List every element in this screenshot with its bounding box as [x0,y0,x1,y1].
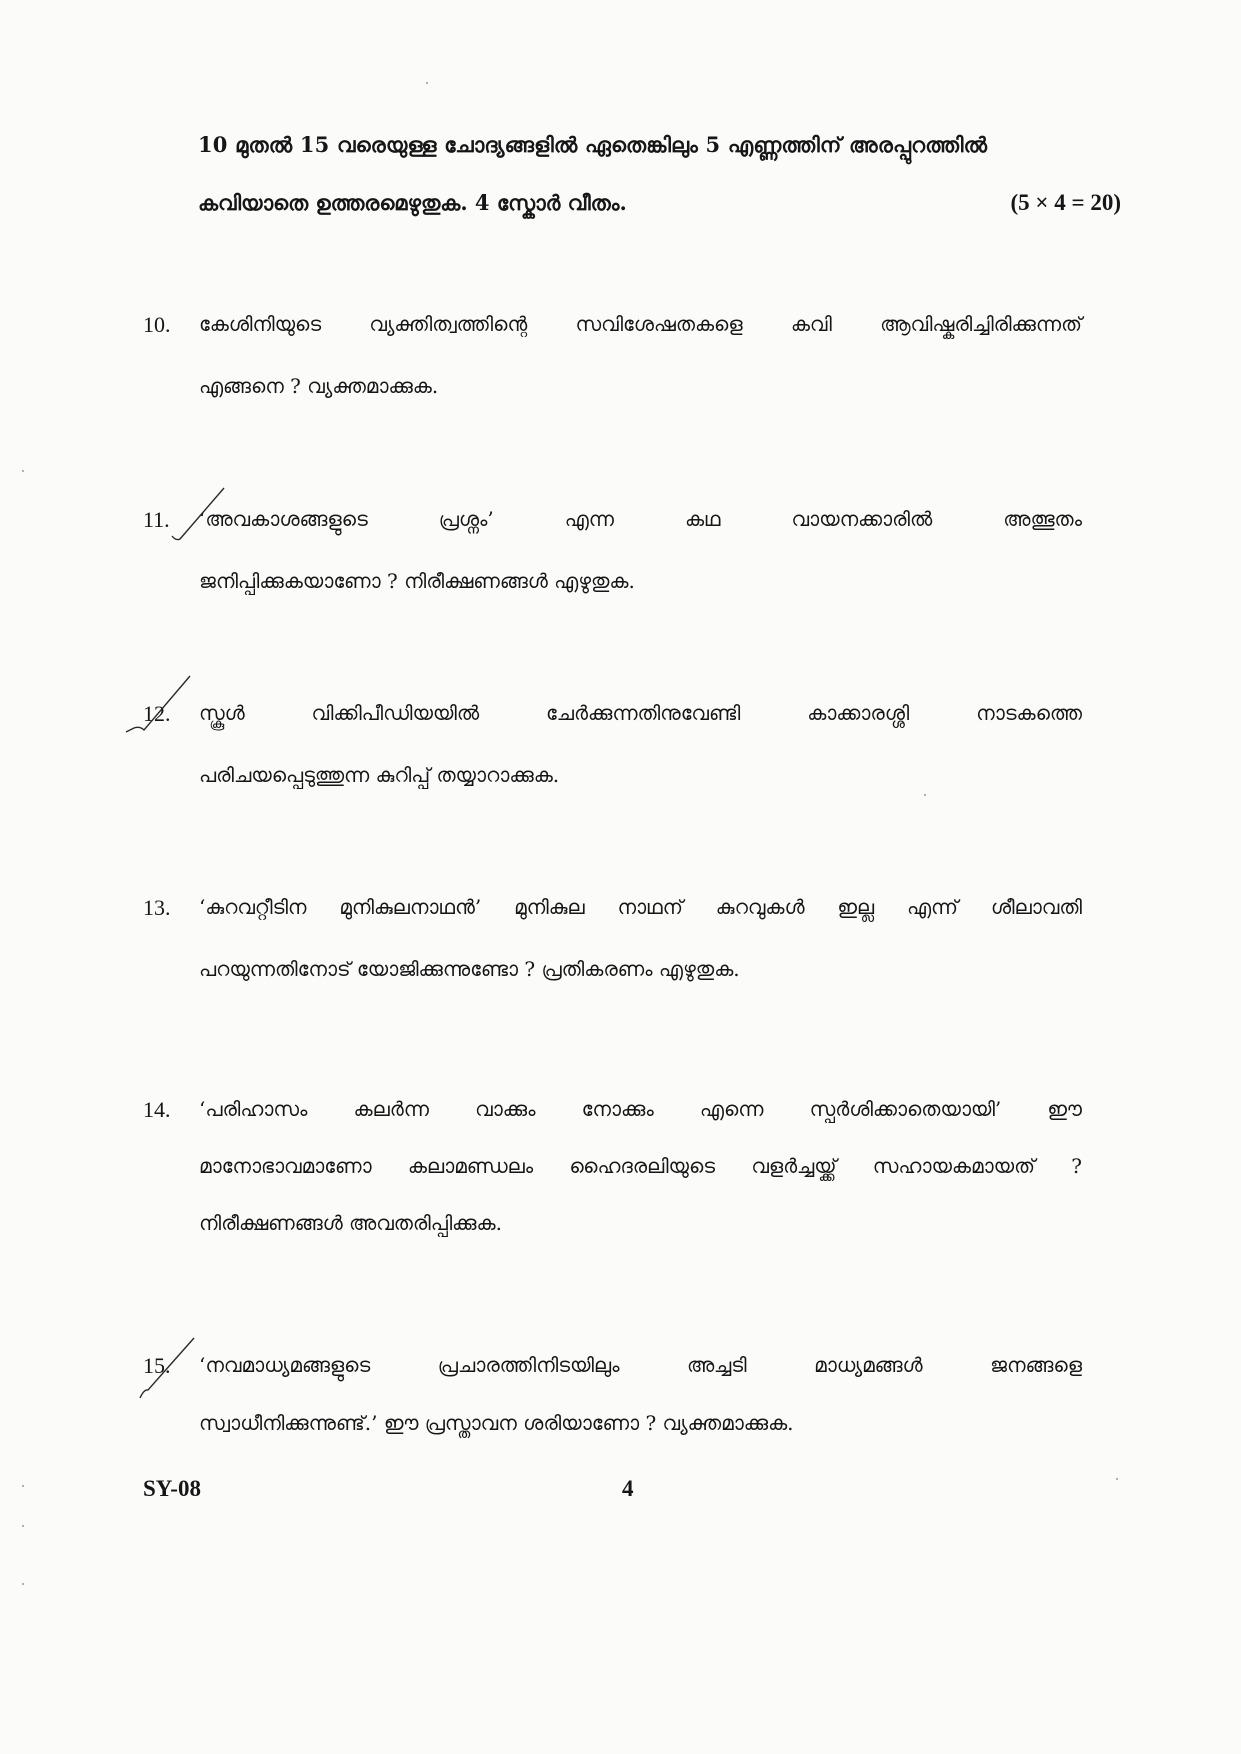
question-text-line: നിരീക്ഷണങ്ങൾ അവതരിപ്പിക്കുക. [199,1211,502,1235]
question-number: 10. [143,312,171,337]
paper-code: SY-08 [143,1476,201,1501]
instruction-line-1: 10 മുതൽ 15 വരെയുള്ള ചോദ്യങ്ങളിൽ ഏതെങ്കിലും 5 എണ്ണത്തിന് അരപ്പുറത്തിൽ [198,132,988,157]
question-text-line: കേശിനിയുടെ വ്യക്തിത്വത്തിന്റെ സവിശേഷതകളെ കവി ആവിഷ്കരിച്ചിരിക്കുന്നത് [199,312,1082,336]
question-number: 14. [143,1097,171,1122]
scan-speck [22,1583,24,1585]
page-number: 4 [622,1476,634,1501]
scan-speck [22,1485,24,1487]
scan-speck [924,794,926,796]
question-text-line: ‘അവകാശങ്ങളുടെ പ്രശ്നം’ എന്ന കഥ വായനക്കാരിൽ അത്ഭുതം [199,507,1082,531]
question-number: 11. [143,507,170,532]
question-text-line: സ്കൂൾ വിക്കിപീഡിയയിൽ ചേർക്കുന്നതിനുവേണ്ടി കാക്കാരശ്ശി നാടകത്തെ [199,701,1082,725]
question-number: 15. [143,1353,171,1378]
question-text-line: എങ്ങനെ ? വ്യക്തമാക്കുക. [199,374,439,398]
marks-allocation: (5 × 4 = 20) [1010,190,1121,215]
checkmark-icon [136,1334,202,1402]
question-text-line: ‘പരിഹാസം കലർന്ന വാക്കും നോക്കും എന്നെ സ്പർശിക്കാതെയായി’ ഈ [199,1097,1082,1121]
question-text-line: പരിചയപ്പെടുത്തുന്ന കുറിപ്പ് തയ്യാറാക്കുക. [199,763,560,787]
question-text-line: ‘നവമാധ്യമങ്ങളുടെ പ്രചാരത്തിനിടയിലും അച്ചടി മാധ്യമങ്ങൾ ജനങ്ങളെ [199,1353,1082,1377]
instruction-line-2: കവിയാതെ ഉത്തരമെഴുതുക. 4 സ്കോർ വീതം. [198,190,627,215]
question-text-line: മാനോഭാവമാണോ കലാമണ്ഡലം ഹൈദരലിയുടെ വളർച്ചയ്ക്ക് സഹായകമായത് ? [199,1154,1082,1178]
question-text-line: സ്വാധീനിക്കുന്നുണ്ട്.’ ഈ പ്രസ്താവന ശരിയാണോ ? വ്യക്തമാക്കുക. [199,1411,794,1435]
checkmark-icon [122,672,196,740]
scan-speck [22,1525,24,1527]
question-number: 13. [143,895,171,920]
scan-speck [426,82,428,84]
scan-speck [22,470,24,472]
scan-speck [1116,1478,1118,1480]
question-number: 12. [143,701,171,726]
checkmark-icon [166,484,230,544]
question-text-line: ‘കുറവറ്റീടിന മുനികുലനാഥൻ’ മുനികുല നാഥന് കുറവുകൾ ഇല്ല എന്ന് ശീലാവതി [199,895,1082,919]
question-text-line: ജനിപ്പിക്കുകയാണോ ? നിരീക്ഷണങ്ങൾ എഴുതുക. [199,569,635,593]
question-text-line: പറയുന്നതിനോട് യോജിക്കുന്നുണ്ടോ ? പ്രതികരണം എഴുതുക. [199,957,740,981]
